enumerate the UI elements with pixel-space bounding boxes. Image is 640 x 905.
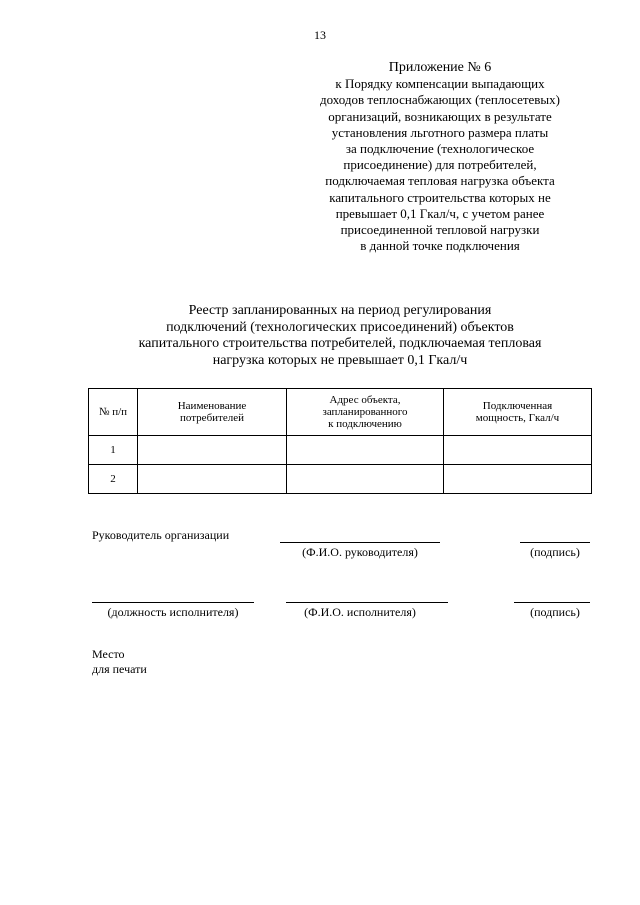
head-sign-line [520, 542, 590, 543]
cell-consumer-name [138, 436, 287, 465]
table-row [89, 465, 592, 494]
annex-line: за подключение (технологическое [345, 141, 535, 157]
registry-title-line: Реестр запланированных на период регулирования [188, 303, 492, 318]
stamp-line: для печати [92, 662, 147, 676]
stamp-line: Место [92, 647, 125, 661]
annex-header [280, 60, 600, 254]
cell-object-address [287, 436, 444, 465]
head-label: Руководитель организации [92, 528, 230, 542]
cell-connected-power [444, 465, 592, 494]
annex-line: в данной точке подключения [360, 238, 520, 254]
table-row [89, 436, 592, 465]
annex-line: доходов теплоснабжающих (теплосетевых) [319, 92, 560, 108]
executor-position-line [92, 602, 254, 603]
registry-title-line: нагрузка которых не превышает 0,1 Гкал/ч [212, 352, 468, 368]
registry-table [88, 388, 592, 494]
cell-connected-power [444, 436, 592, 465]
header-consumer-name: Наименование потребителей [138, 389, 287, 436]
header-number: № п/п [89, 389, 138, 436]
annex-line: к Порядку компенсации выпадающих [335, 76, 545, 92]
executor-position-caption: (должность исполнителя) [107, 605, 239, 619]
registry-title-line: подключений (технологических присоединений) объектов [166, 319, 514, 335]
head-sign-caption: (подпись) [530, 545, 580, 559]
executor-sign-caption: (подпись) [530, 605, 580, 619]
annex-line: организаций, возникающих в результате [328, 108, 552, 124]
cell-number: 1 [89, 436, 138, 465]
registry-title [90, 303, 590, 369]
cell-consumer-name [138, 465, 287, 494]
head-name-line [280, 542, 440, 543]
cell-number: 2 [89, 465, 138, 494]
annex-line: присоединенной тепловой нагрузки [340, 222, 540, 238]
cell-object-address [287, 465, 444, 494]
header-connected-power: Подключенная мощность, Гкал/ч [444, 389, 592, 436]
registry-title-line: капитального строительства потребителей, подключаемая тепловая [138, 336, 542, 351]
executor-name-line [286, 602, 448, 603]
annex-line: установления льготного размера платы [331, 124, 549, 140]
page-number: 13 [314, 28, 326, 42]
table-header-row [89, 389, 592, 436]
header-object-address: Адрес объекта, запланированного к подключению [287, 389, 444, 436]
annex-line: присоединение) для потребителей, [343, 157, 537, 173]
executor-name-caption: (Ф.И.О. исполнителя) [304, 605, 416, 619]
head-name-caption: (Ф.И.О. руководителя) [302, 545, 418, 559]
annex-line: подключаемая тепловая нагрузка объекта [325, 173, 555, 189]
annex-line: превышает 0,1 Гкал/ч, с учетом ранее [335, 205, 545, 221]
stamp-place [92, 647, 147, 677]
executor-sign-line [514, 602, 590, 603]
annex-title: Приложение № 6 [388, 60, 492, 75]
annex-line: капитального строительства которых не [329, 189, 551, 205]
